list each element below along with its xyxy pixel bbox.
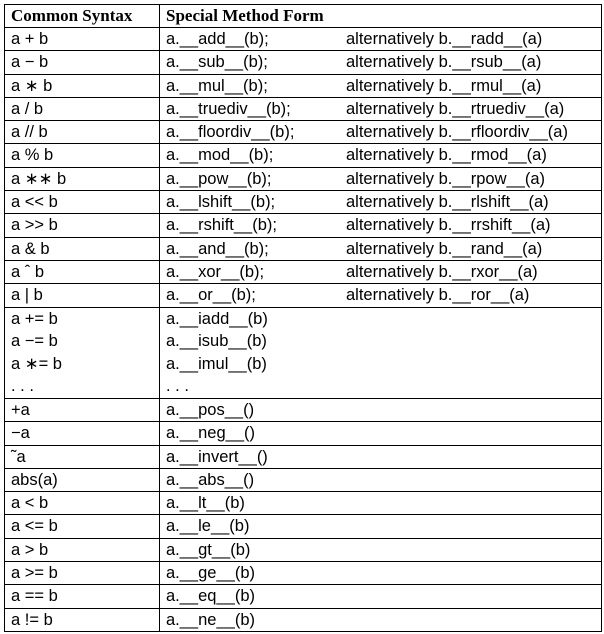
alternative-method-cell: alternatively b.__rtruediv__(a) <box>332 97 602 120</box>
syntax-cell: a <= b <box>5 515 160 538</box>
inplace-method-line: a.__iadd__(b) <box>166 309 268 328</box>
table-row <box>5 121 602 144</box>
method-cell: a.__neg__() <box>160 422 602 445</box>
alternative-method-cell: alternatively b.__rand__(a) <box>332 237 602 260</box>
table-row <box>5 538 602 561</box>
table-row <box>5 97 602 120</box>
inplace-syntax-line: . . . <box>11 377 34 396</box>
table-row <box>5 191 602 214</box>
syntax-cell: a + b <box>5 28 160 51</box>
syntax-cell: a / b <box>5 97 160 120</box>
alternative-method-cell: alternatively b.__rsub__(a) <box>332 51 602 74</box>
syntax-cell: a ∗∗ b <box>5 167 160 190</box>
syntax-cell: a > b <box>5 538 160 561</box>
binary-operators-body <box>5 28 602 308</box>
syntax-cell: a != b <box>5 608 160 631</box>
alternative-method-cell: alternatively b.__rmod__(a) <box>332 144 602 167</box>
method-cell: a.__gt__(b) <box>160 538 602 561</box>
method-cell: a.__sub__(b); <box>160 51 333 74</box>
inplace-row <box>5 307 602 398</box>
syntax-cell: a << b <box>5 191 160 214</box>
table-row <box>5 74 602 97</box>
syntax-cell: a < b <box>5 492 160 515</box>
syntax-cell: a >= b <box>5 562 160 585</box>
inplace-syntax-line: a −= b <box>11 332 58 351</box>
method-cell: a.__and__(b); <box>160 237 333 260</box>
header-row <box>5 5 602 28</box>
method-cell: a.__mul__(b); <box>160 74 333 97</box>
method-cell: a.__eq__(b) <box>160 585 602 608</box>
syntax-cell: abs(a) <box>5 468 160 491</box>
method-cell: a.__or__(b); <box>160 284 333 307</box>
table-row <box>5 214 602 237</box>
table-row <box>5 445 602 468</box>
inplace-method-line: a.__imul__(b) <box>166 354 267 373</box>
method-cell: a.__le__(b) <box>160 515 602 538</box>
method-cell: a.__pow__(b); <box>160 167 333 190</box>
alternative-method-cell: alternatively b.__rfloordiv__(a) <box>332 121 602 144</box>
table-row <box>5 167 602 190</box>
method-cell: a.__truediv__(b); <box>160 97 333 120</box>
table-row <box>5 468 602 491</box>
table-row <box>5 237 602 260</box>
inplace-syntax-line: a ∗= b <box>11 354 62 373</box>
syntax-cell: a % b <box>5 144 160 167</box>
alternative-method-cell: alternatively b.__radd__(a) <box>332 28 602 51</box>
table-row <box>5 260 602 283</box>
method-cell: a.__ne__(b) <box>160 608 602 631</box>
table-row <box>5 515 602 538</box>
table-row <box>5 562 602 585</box>
alternative-method-cell: alternatively b.__rrshift__(a) <box>332 214 602 237</box>
alternative-method-cell: alternatively b.__ror__(a) <box>332 284 602 307</box>
syntax-cell: −a <box>5 422 160 445</box>
inplace-operators-body <box>5 307 602 398</box>
syntax-cell: a == b <box>5 585 160 608</box>
inplace-syntax-cell <box>5 307 160 398</box>
unary-comparison-body <box>5 398 602 631</box>
table-row <box>5 51 602 74</box>
method-cell: a.__abs__() <box>160 468 602 491</box>
method-cell: a.__add__(b); <box>160 28 333 51</box>
method-cell: a.__mod__(b); <box>160 144 333 167</box>
inplace-syntax-line: a += b <box>11 309 58 328</box>
table-row <box>5 28 602 51</box>
inplace-method-line: a.__isub__(b) <box>166 332 267 351</box>
alternative-method-cell: alternatively b.__rmul__(a) <box>332 74 602 97</box>
method-cell: a.__lshift__(b); <box>160 191 333 214</box>
syntax-cell: a ˆ b <box>5 260 160 283</box>
operator-method-table <box>4 4 602 632</box>
method-cell: a.__floordiv__(b); <box>160 121 333 144</box>
table-row <box>5 144 602 167</box>
syntax-cell: a ∗ b <box>5 74 160 97</box>
syntax-cell: a & b <box>5 237 160 260</box>
method-cell: a.__xor__(b); <box>160 260 333 283</box>
table-row <box>5 492 602 515</box>
header-common-syntax: Common Syntax <box>5 5 160 28</box>
syntax-cell: a >> b <box>5 214 160 237</box>
syntax-cell: a // b <box>5 121 160 144</box>
table-row <box>5 585 602 608</box>
alternative-method-cell: alternatively b.__rpow__(a) <box>332 167 602 190</box>
syntax-cell: a − b <box>5 51 160 74</box>
table-row <box>5 284 602 307</box>
table-row <box>5 398 602 421</box>
syntax-cell: +a <box>5 398 160 421</box>
inplace-method-line: . . . <box>166 377 189 396</box>
table-row <box>5 422 602 445</box>
method-cell: a.__lt__(b) <box>160 492 602 515</box>
method-cell: a.__invert__() <box>160 445 602 468</box>
header-special-method-form: Special Method Form <box>160 5 602 28</box>
syntax-cell: ˜a <box>5 445 160 468</box>
alternative-method-cell: alternatively b.__rxor__(a) <box>332 260 602 283</box>
method-cell: a.__pos__() <box>160 398 602 421</box>
alternative-method-cell: alternatively b.__rlshift__(a) <box>332 191 602 214</box>
inplace-method-cell <box>160 307 602 398</box>
method-cell: a.__rshift__(b); <box>160 214 333 237</box>
table-row <box>5 608 602 631</box>
syntax-cell: a | b <box>5 284 160 307</box>
method-cell: a.__ge__(b) <box>160 562 602 585</box>
